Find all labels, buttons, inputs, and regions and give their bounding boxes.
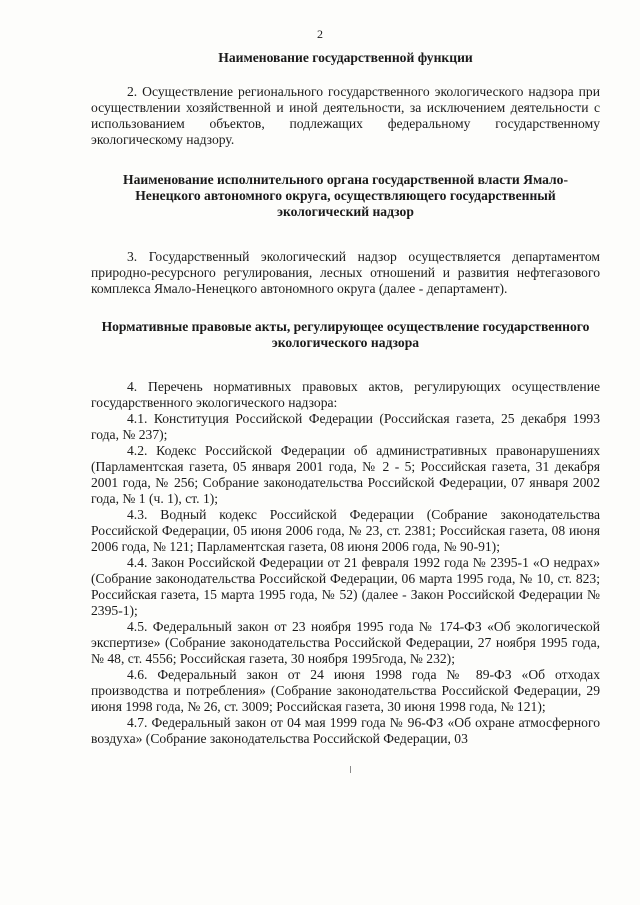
paragraph-4-1: 4.1. Конституция Российской Федерации (Российская газета, 25 декабря 1993 года, № 237); [91,411,600,442]
paragraph-4-2: 4.2. Кодекс Российской Федерации об административных правонарушениях (Парламентская газета, 05 января 2001 года, № 2 - 5; Российская газета, 31 декабря 2001 года, № 256; Собрание законодательства Российской Федерации, 07 января 2002 года, № 1 (ч. 1), ст. 1); [91,443,600,506]
document-body [91,50,600,747]
section-heading-legal-acts: Нормативные правовые акты, регулирующее осуществление государственного экологического надзора [101,319,590,350]
section-heading-authority: Наименование исполнительного органа государственной власти Ямало-Ненецкого автономного округа, осуществляющего государственный экологический надзор [123,172,568,219]
paragraph-3: 3. Государственный экологический надзор осуществляется департаментом природно-ресурсного регулирования, лесных отношений и развития нефтегазового комплекса Ямало-Ненецкого автономного округа (далее - департамент). [91,249,600,296]
paragraph-4-5: 4.5. Федеральный закон от 23 ноября 1995 года № 174-ФЗ «Об экологической экспертизе» (Собрание законодательства Российской Федерации, 27 ноября 1995 года, № 48, ст. 4556; Российская газета, 30 ноября 1995года, № 232); [91,619,600,666]
scan-mark [350,766,351,773]
paragraph-4-3: 4.3. Водный кодекс Российской Федерации (Собрание законодательства Российской Федерации, 05 июня 2006 года, № 23, ст. 2381; Российская газета, 08 июня 2006 года, № 121; Парламентская газета, 08 июня 2006 года, № 90-91); [91,507,600,554]
paragraph-4: 4. Перечень нормативных правовых актов, регулирующих осуществление государственного экологического надзора: [91,379,600,410]
page-number: 2 [317,27,323,41]
section-heading-function: Наименование государственной функции [218,50,473,65]
paragraph-4-4: 4.4. Закон Российской Федерации от 21 февраля 1992 года № 2395-1 «О недрах» (Собрание законодательства Российской Федерации, 06 марта 1995 года, № 10, ст. 823; Российская газета, 15 марта 1995 года, № 52) (далее - Закон Российской Федерации № 2395-1); [91,555,600,618]
paragraph-4-7: 4.7. Федеральный закон от 04 мая 1999 года № 96-ФЗ «Об охране атмосферного воздуха» (Собрание законодательства Российской Федерации, 03 [91,715,600,746]
paragraph-4-6: 4.6. Федеральный закон от 24 июня 1998 года № 89-ФЗ «Об отходах производства и потребления» (Собрание законодательства Российской Федерации, 29 июня 1998 года, № 26, ст. 3009; Российская газета, 30 июня 1998 года, № 121); [91,667,600,714]
paragraph-2: 2. Осуществление регионального государственного экологического надзора при осуществлении хозяйственной и иной деятельности, за исключением деятельности с использованием объектов, подлежащих федеральному государственному экологическому надзору. [91,84,600,147]
